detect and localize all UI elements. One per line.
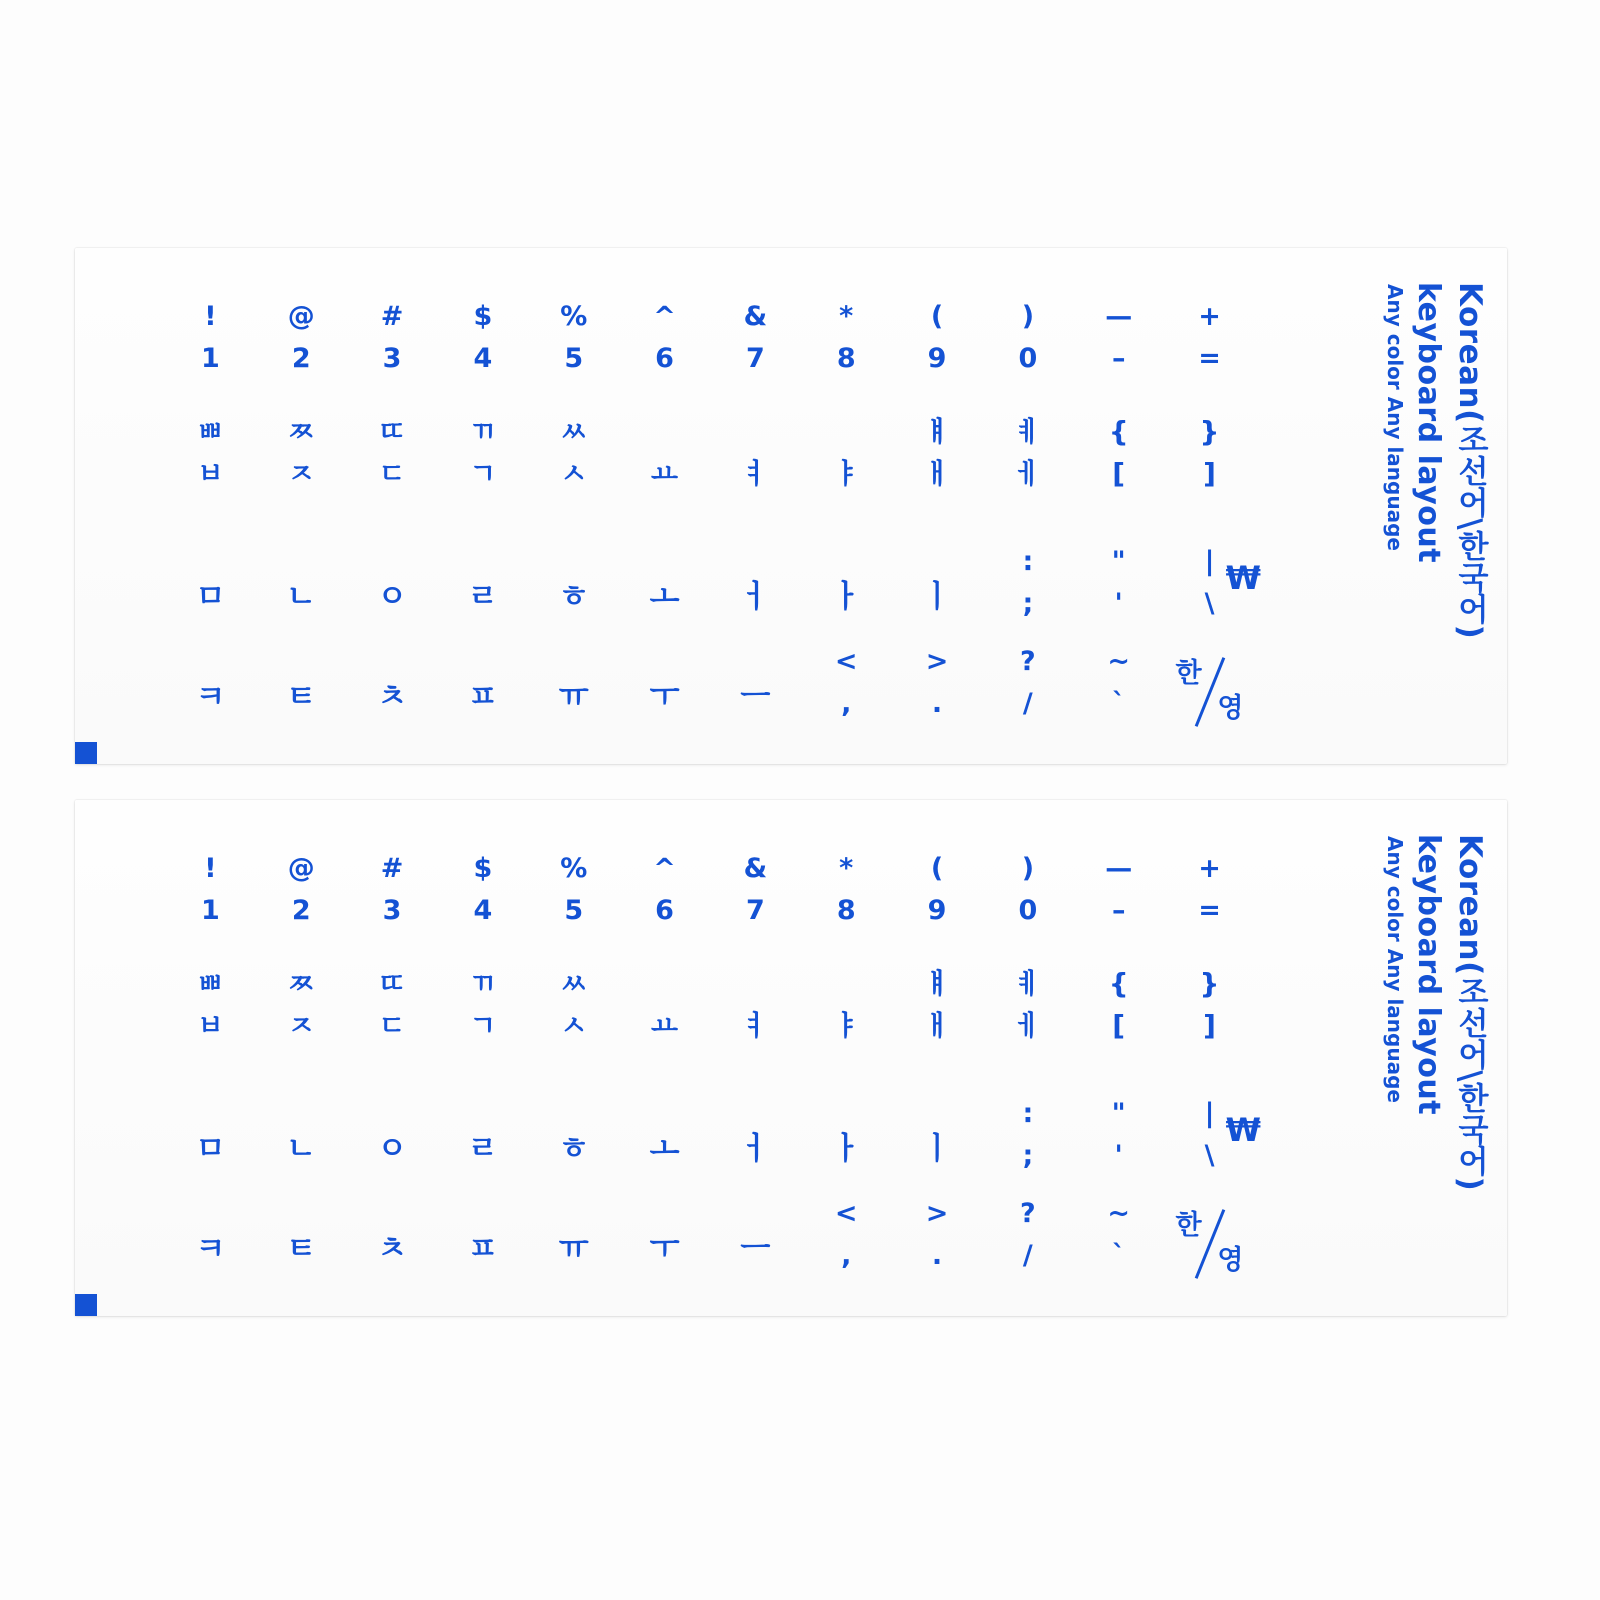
- key-c: [347, 645, 438, 725]
- key-s: [256, 545, 347, 625]
- key-period: [892, 645, 983, 725]
- key-top-label: %: [560, 300, 588, 332]
- key-p: [982, 415, 1073, 505]
- key-6: [619, 300, 710, 390]
- key-w: [256, 415, 347, 505]
- key-top-label: >: [925, 1197, 949, 1229]
- key-0: [982, 300, 1073, 390]
- key-n: [619, 645, 710, 725]
- key-l: [892, 545, 983, 625]
- key-top-label: ㄸ: [378, 415, 406, 449]
- sticker-sheet-1: [75, 248, 1507, 764]
- key-quote: [1073, 545, 1164, 625]
- key-bottom-label: –: [1111, 894, 1126, 926]
- bottom-letter-row: [165, 645, 1255, 725]
- page-subtitle: keyboard layout: [1411, 282, 1446, 564]
- key-bottom-label: ㅈ: [287, 457, 315, 491]
- key-bottom-label: .: [931, 687, 943, 719]
- key-bottom-label: ㅕ: [741, 457, 769, 491]
- key-top-label: ^: [653, 300, 676, 332]
- key-8: [801, 852, 892, 942]
- key-top-label: ㅒ: [923, 415, 951, 449]
- key-label: ㅓ: [740, 1130, 771, 1167]
- key-bottom-label: ㅛ: [651, 457, 679, 491]
- key-top-label: —: [1105, 852, 1133, 884]
- key-label: ㅎ: [558, 578, 589, 615]
- key-top-label: :: [1022, 545, 1034, 577]
- key-top-label: ㄲ: [469, 967, 497, 1001]
- key-5: [528, 300, 619, 390]
- key-r: [437, 967, 528, 1057]
- key-4: [437, 300, 528, 390]
- key-han-young: [1164, 1197, 1255, 1277]
- key-top-label: ^: [653, 852, 676, 884]
- key-e: [347, 967, 438, 1057]
- key-label: ㅡ: [740, 1230, 771, 1267]
- han-label: 한: [1175, 1210, 1202, 1241]
- key-bottom-label: ㄷ: [378, 1009, 406, 1043]
- key-top-label: >: [925, 645, 949, 677]
- key-f: [437, 545, 528, 625]
- key-o: [892, 967, 983, 1057]
- key-bottom-label: \: [1204, 587, 1215, 619]
- top-letter-row: [165, 967, 1255, 1057]
- key-c: [347, 1197, 438, 1277]
- key-bottom-label: ㅂ: [196, 1009, 224, 1043]
- key-grid: [165, 270, 1261, 740]
- key-backslash-won: [1164, 545, 1261, 625]
- key-bottom-label: ㅂ: [196, 457, 224, 491]
- key-bottom-label: 2: [291, 894, 311, 926]
- home-letter-row: [165, 1097, 1261, 1177]
- key-top-label: $: [473, 852, 493, 884]
- key-9: [892, 852, 983, 942]
- key-0: [982, 852, 1073, 942]
- key-han-young: [1164, 645, 1255, 725]
- key-bottom-label: ㅅ: [560, 1009, 588, 1043]
- key-label: ㄹ: [467, 1130, 498, 1167]
- key-top-label: +: [1198, 852, 1221, 884]
- key-top-label: ㅆ: [560, 415, 588, 449]
- key-top-label: {: [1108, 415, 1129, 449]
- key-bottom-label: ㅑ: [832, 1009, 860, 1043]
- key-t: [528, 415, 619, 505]
- key-9: [892, 300, 983, 390]
- key-top-label: <: [834, 645, 858, 677]
- key-bottom-label: 9: [927, 894, 947, 926]
- key-top-label: +: [1198, 300, 1221, 332]
- number-row: [165, 852, 1255, 942]
- key-6: [619, 852, 710, 942]
- key-label: ㅏ: [831, 1130, 862, 1167]
- key-bottom-label: ': [1114, 1139, 1123, 1171]
- key-bottom-label: 1: [201, 342, 220, 374]
- key-bottom-label: ㅑ: [832, 457, 860, 491]
- bottom-letter-row: [165, 1197, 1255, 1277]
- key-bottom-label: 3: [382, 342, 402, 374]
- key-top-label: |: [1204, 545, 1215, 577]
- key-label: ㄴ: [286, 578, 317, 615]
- key-bracket-left: [1073, 967, 1164, 1057]
- key-top-label: *: [839, 852, 854, 884]
- key-bottom-label: ㅛ: [651, 1009, 679, 1043]
- page-subtitle: keyboard layout: [1411, 834, 1446, 1116]
- won-symbol: ₩: [1225, 1111, 1261, 1149]
- key-bottom-label: ㄱ: [469, 1009, 497, 1043]
- key-label: ㅌ: [286, 1230, 317, 1267]
- key-top-label: ㄸ: [378, 967, 406, 1001]
- key-bottom-label: `: [1111, 1239, 1126, 1271]
- key-label: ㅠ: [558, 1230, 589, 1267]
- key-top-label: !: [204, 300, 217, 332]
- key-top-label: #: [380, 300, 404, 332]
- key-bottom-label: ;: [1022, 587, 1034, 619]
- key-h: [619, 1097, 710, 1177]
- title-block: [1263, 248, 1493, 764]
- key-bottom-label: 6: [655, 342, 674, 374]
- key-bottom-label: 6: [655, 894, 674, 926]
- key-bottom-label: ': [1114, 587, 1123, 619]
- key-w: [256, 967, 347, 1057]
- key-bottom-label: 4: [473, 342, 493, 374]
- young-label: 영: [1217, 693, 1244, 724]
- key-v: [437, 1197, 528, 1277]
- key-label: ㅗ: [649, 578, 680, 615]
- key-f: [437, 1097, 528, 1177]
- key-label: ㅜ: [649, 678, 680, 715]
- key-slash: [982, 645, 1073, 725]
- key-top-label: }: [1199, 415, 1220, 449]
- key-label: ㅜ: [649, 1230, 680, 1267]
- page-title: Korean(조선어\한국어): [1452, 834, 1488, 1192]
- key-bottom-label: ]: [1203, 457, 1216, 491]
- key-bottom-label: =: [1198, 894, 1221, 926]
- key-top-label: ㅃ: [196, 415, 224, 449]
- key-g: [528, 1097, 619, 1177]
- key-top-label: ): [1021, 300, 1035, 332]
- key-grave: [1073, 645, 1164, 725]
- key-bracket-right: [1164, 967, 1255, 1057]
- key-2: [256, 852, 347, 942]
- key-label: ㅁ: [195, 578, 226, 615]
- key-grid: [165, 822, 1261, 1292]
- key-bottom-label: ㅕ: [741, 1009, 769, 1043]
- key-4: [437, 852, 528, 942]
- key-bottom-label: =: [1198, 342, 1221, 374]
- key-top-label: ㅖ: [1014, 415, 1042, 449]
- key-top-label: —: [1105, 300, 1133, 332]
- key-top-label: ?: [1020, 1197, 1036, 1229]
- top-letter-row: [165, 415, 1255, 505]
- key-3: [347, 852, 438, 942]
- key-quote: [1073, 1097, 1164, 1177]
- key-bottom-label: 8: [836, 342, 856, 374]
- key-comma: [801, 645, 892, 725]
- key-o: [892, 415, 983, 505]
- key-bottom-label: 1: [201, 894, 220, 926]
- key-top-label: ㅉ: [287, 415, 315, 449]
- key-l: [892, 1097, 983, 1177]
- key-bottom-label: 3: [382, 894, 402, 926]
- key-v: [437, 645, 528, 725]
- key-backslash-won: [1164, 1097, 1261, 1177]
- key-i: [801, 415, 892, 505]
- number-row: [165, 300, 1255, 390]
- key-bottom-label: 7: [745, 894, 765, 926]
- key-b: [528, 645, 619, 725]
- key-label: ㅡ: [740, 678, 771, 715]
- key-bottom-label: ㄱ: [469, 457, 497, 491]
- key-equal: [1164, 852, 1255, 942]
- key-k: [801, 545, 892, 625]
- key-top-label: |: [1204, 1097, 1215, 1129]
- key-bottom-label: 5: [564, 342, 584, 374]
- key-bottom-label: ㅈ: [287, 1009, 315, 1043]
- key-a: [165, 545, 256, 625]
- key-top-label: ": [1111, 545, 1126, 577]
- key-e: [347, 415, 438, 505]
- key-label: ㅋ: [195, 678, 226, 715]
- title-block: [1263, 800, 1493, 1316]
- key-label: ㅓ: [740, 578, 771, 615]
- key-label: ㅗ: [649, 1130, 680, 1167]
- key-minus: [1073, 852, 1164, 942]
- key-top-label: ): [1021, 852, 1035, 884]
- key-x: [256, 645, 347, 725]
- han-young-glyph: [1174, 651, 1246, 725]
- key-top-label: ~: [1107, 1197, 1130, 1229]
- key-k: [801, 1097, 892, 1177]
- key-7: [710, 852, 801, 942]
- key-q: [165, 415, 256, 505]
- key-comma: [801, 1197, 892, 1277]
- key-bottom-label: `: [1111, 687, 1126, 719]
- key-h: [619, 545, 710, 625]
- key-bottom-label: ㄷ: [378, 457, 406, 491]
- key-top-label: <: [834, 1197, 858, 1229]
- key-bottom-label: ㅐ: [923, 1009, 951, 1043]
- key-top-label: @: [287, 300, 315, 332]
- corner-mark: [75, 1294, 97, 1316]
- key-label: ㅁ: [195, 1130, 226, 1167]
- key-top-label: $: [473, 300, 493, 332]
- corner-mark: [75, 742, 97, 764]
- key-bottom-label: ]: [1203, 1009, 1216, 1043]
- key-label: ㅎ: [558, 1130, 589, 1167]
- key-u: [710, 967, 801, 1057]
- key-5: [528, 852, 619, 942]
- key-label: ㅠ: [558, 678, 589, 715]
- key-bottom-label: [: [1112, 1009, 1126, 1043]
- key-label: ㄹ: [467, 578, 498, 615]
- key-bottom-label: 9: [927, 342, 947, 374]
- key-label: ㄴ: [286, 1130, 317, 1167]
- key-label: ㅋ: [195, 1230, 226, 1267]
- key-s: [256, 1097, 347, 1177]
- key-7: [710, 300, 801, 390]
- key-top-label: ㄲ: [469, 415, 497, 449]
- key-x: [256, 1197, 347, 1277]
- key-label: ㅇ: [377, 578, 408, 615]
- key-y: [619, 967, 710, 1057]
- key-top-label: (: [930, 300, 944, 332]
- key-bottom-label: ;: [1022, 1139, 1034, 1171]
- key-top-label: !: [204, 852, 217, 884]
- key-p: [982, 967, 1073, 1057]
- key-bottom-label: 0: [1018, 342, 1038, 374]
- key-top-label: (: [930, 852, 944, 884]
- han-young-glyph: [1174, 1203, 1246, 1277]
- key-semicolon: [982, 545, 1073, 625]
- key-bottom-label: –: [1111, 342, 1126, 374]
- key-bottom-label: /: [1022, 1239, 1033, 1271]
- won-symbol: ₩: [1225, 559, 1261, 597]
- key-bottom-label: 2: [291, 342, 311, 374]
- key-label: ㅊ: [377, 678, 408, 715]
- key-label: ㅣ: [922, 578, 953, 615]
- key-g: [528, 545, 619, 625]
- key-2: [256, 300, 347, 390]
- key-top-label: ㅖ: [1014, 967, 1042, 1001]
- key-n: [619, 1197, 710, 1277]
- key-top-label: %: [560, 852, 588, 884]
- key-a: [165, 1097, 256, 1177]
- key-8: [801, 300, 892, 390]
- key-i: [801, 967, 892, 1057]
- key-bottom-label: 4: [473, 894, 493, 926]
- key-grave: [1073, 1197, 1164, 1277]
- key-bottom-label: [: [1112, 457, 1126, 491]
- key-j: [710, 545, 801, 625]
- key-top-label: ~: [1107, 645, 1130, 677]
- key-period: [892, 1197, 983, 1277]
- key-bottom-label: ㅔ: [1014, 457, 1042, 491]
- key-top-label: &: [743, 852, 768, 884]
- key-bottom-label: 5: [564, 894, 584, 926]
- sticker-sheet-2: [75, 800, 1507, 1316]
- key-z: [165, 1197, 256, 1277]
- key-bottom-label: ㅔ: [1014, 1009, 1042, 1043]
- key-top-label: &: [743, 300, 768, 332]
- key-label: ㅏ: [831, 578, 862, 615]
- key-z: [165, 645, 256, 725]
- key-j: [710, 1097, 801, 1177]
- key-bottom-label: ,: [841, 687, 852, 719]
- key-top-label: ": [1111, 1097, 1126, 1129]
- key-top-label: #: [380, 852, 404, 884]
- home-letter-row: [165, 545, 1261, 625]
- key-m: [710, 1197, 801, 1277]
- key-top-label: ㅒ: [923, 967, 951, 1001]
- key-top-label: @: [287, 852, 315, 884]
- key-top-label: ㅃ: [196, 967, 224, 1001]
- key-3: [347, 300, 438, 390]
- key-semicolon: [982, 1097, 1073, 1177]
- page-tagline: Any color Any language: [1383, 836, 1407, 1103]
- key-bottom-label: /: [1022, 687, 1033, 719]
- young-label: 영: [1217, 1245, 1244, 1276]
- key-1: [165, 300, 256, 390]
- key-bottom-label: 8: [836, 894, 856, 926]
- key-r: [437, 415, 528, 505]
- key-bracket-left: [1073, 415, 1164, 505]
- key-label: ㅍ: [467, 678, 498, 715]
- key-slash: [982, 1197, 1073, 1277]
- key-q: [165, 967, 256, 1057]
- key-bracket-right: [1164, 415, 1255, 505]
- key-label: ㅌ: [286, 678, 317, 715]
- key-bottom-label: 0: [1018, 894, 1038, 926]
- key-bottom-label: .: [931, 1239, 943, 1271]
- key-y: [619, 415, 710, 505]
- key-bottom-label: \: [1204, 1139, 1215, 1171]
- key-1: [165, 852, 256, 942]
- key-top-label: }: [1199, 967, 1220, 1001]
- key-equal: [1164, 300, 1255, 390]
- han-label: 한: [1175, 658, 1202, 689]
- page-tagline: Any color Any language: [1383, 284, 1407, 551]
- key-label: ㅊ: [377, 1230, 408, 1267]
- key-bottom-label: ㅐ: [923, 457, 951, 491]
- key-top-label: {: [1108, 967, 1129, 1001]
- key-label: ㅇ: [377, 1130, 408, 1167]
- key-label: ㅍ: [467, 1230, 498, 1267]
- key-u: [710, 415, 801, 505]
- key-bottom-label: ,: [841, 1239, 852, 1271]
- key-top-label: ㅆ: [560, 967, 588, 1001]
- key-b: [528, 1197, 619, 1277]
- key-minus: [1073, 300, 1164, 390]
- key-label: ㅣ: [922, 1130, 953, 1167]
- page-title: Korean(조선어\한국어): [1452, 282, 1488, 640]
- key-bottom-label: ㅅ: [560, 457, 588, 491]
- key-d: [347, 545, 438, 625]
- key-bottom-label: 7: [745, 342, 765, 374]
- key-d: [347, 1097, 438, 1177]
- key-t: [528, 967, 619, 1057]
- key-top-label: ?: [1020, 645, 1036, 677]
- key-top-label: *: [839, 300, 854, 332]
- key-top-label: :: [1022, 1097, 1034, 1129]
- key-m: [710, 645, 801, 725]
- key-top-label: ㅉ: [287, 967, 315, 1001]
